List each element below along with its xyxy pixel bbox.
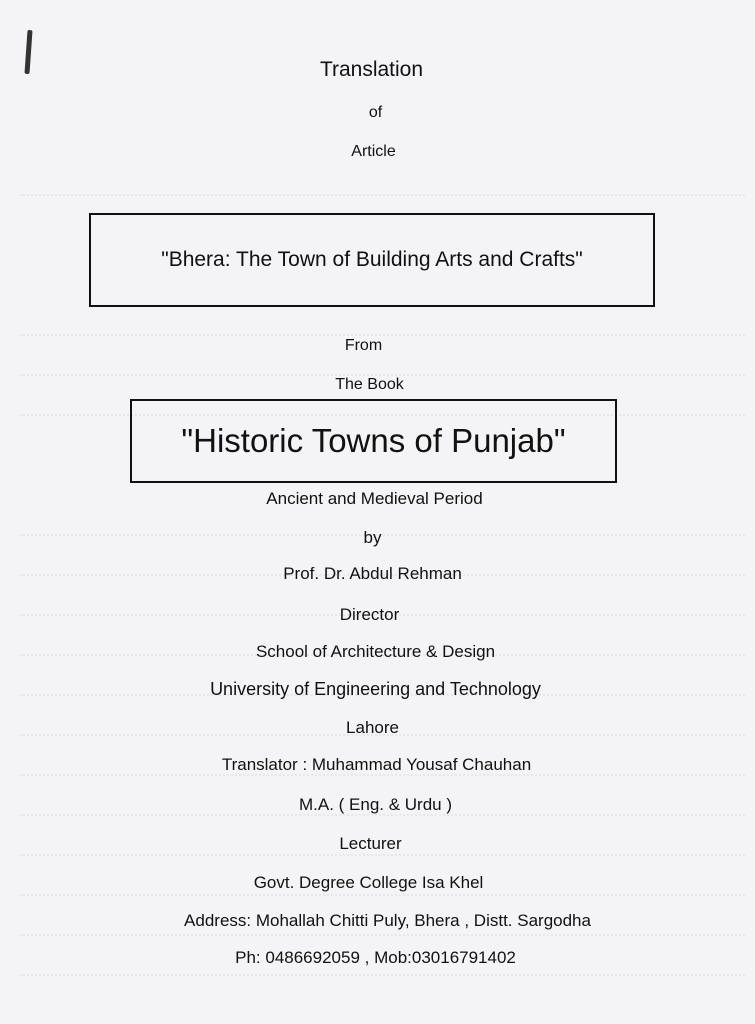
- phone-numbers: Ph: 0486692059 , Mob:03016791402: [235, 948, 516, 967]
- heading-article: Article: [351, 143, 396, 160]
- heading-of: of: [368, 104, 383, 121]
- school-name: School of Architecture & Design: [255, 642, 496, 661]
- address: Address: Mohallah Chitti Puly, Bhera , Distt. Sargodha: [184, 911, 591, 930]
- author-role: Director: [339, 605, 400, 624]
- book-title: "Historic Towns of Punjab": [181, 422, 566, 459]
- city-name: Lahore: [346, 718, 399, 737]
- translator-role: Lecturer: [339, 834, 402, 853]
- heading-by: by: [363, 528, 382, 547]
- translator-name: Translator : Muhammad Yousaf Chauhan: [221, 755, 532, 774]
- author-name: Prof. Dr. Abdul Rehman: [283, 564, 462, 583]
- college-name: Govt. Degree College Isa Khel: [253, 873, 484, 892]
- article-title: "Bhera: The Town of Building Arts and Crafts": [161, 248, 583, 271]
- heading-the-book: The Book: [335, 376, 404, 393]
- university-name: University of Engineering and Technology: [210, 679, 541, 699]
- article-title-box: [89, 213, 655, 307]
- period: Ancient and Medieval Period: [266, 489, 483, 508]
- heading-translation: Translation: [319, 58, 424, 81]
- book-title-box: [130, 399, 617, 483]
- heading-from: From: [344, 337, 383, 354]
- translator-degree: M.A. ( Eng. & Urdu ): [298, 795, 453, 814]
